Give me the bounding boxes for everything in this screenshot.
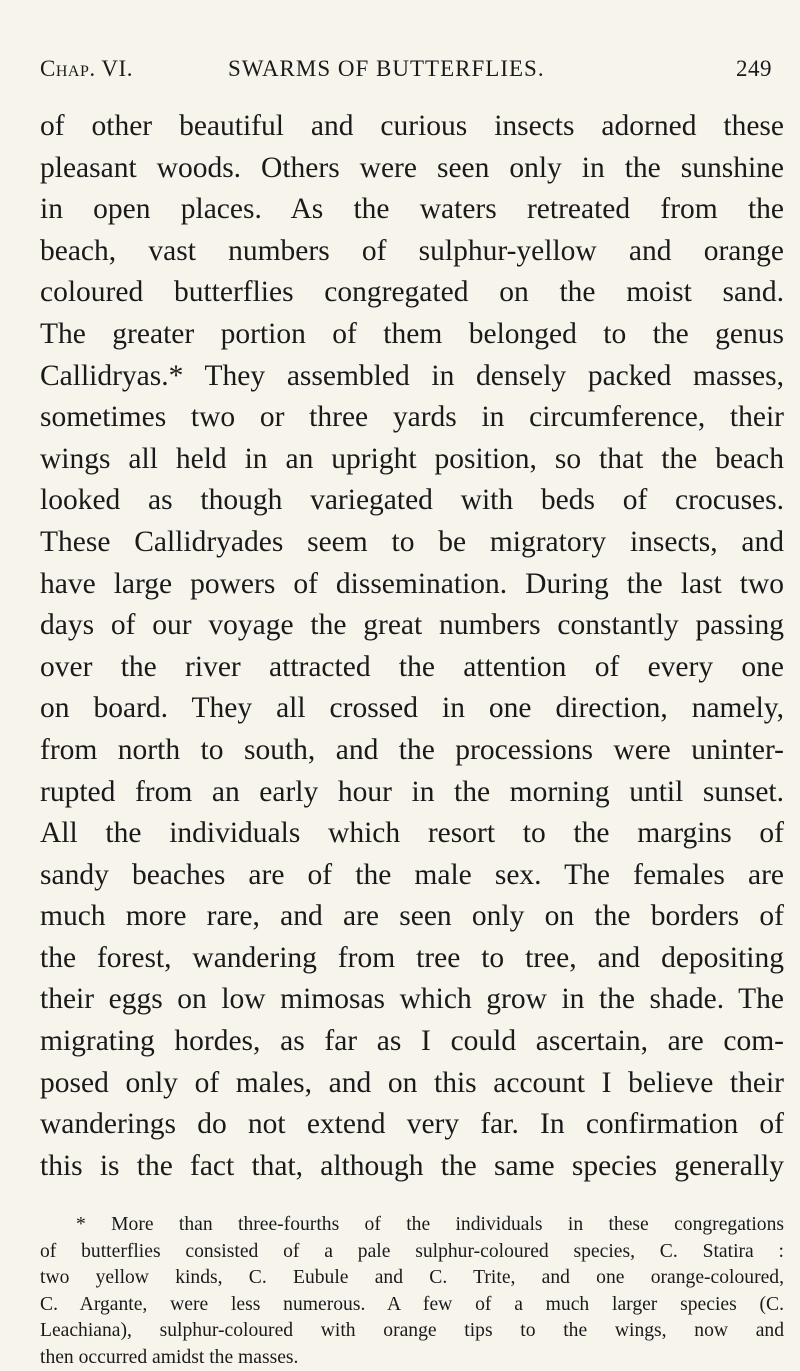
footnote-line: C. Argante, were less numerous. A few of a much larger species (C. (40, 1292, 784, 1319)
body-text (40, 106, 784, 1187)
footnote-line: Leachiana), sulphur-coloured with orange tips to the wings, now and (40, 1318, 784, 1345)
body-line: migrating hordes, as far as I could ascertain, are com- (40, 1021, 784, 1063)
page-number: 249 (736, 56, 772, 82)
body-line: All the individuals which resort to the margins of (40, 813, 784, 855)
body-line: pleasant woods. Others were seen only in the sunshine (40, 148, 784, 190)
body-line: over the river attracted the attention of every one (40, 647, 784, 689)
body-line: coloured butterflies congregated on the moist sand. (40, 272, 784, 314)
footnote (40, 1212, 784, 1371)
footnote-line: then occurred amidst the masses. (40, 1345, 784, 1371)
body-line: looked as though variegated with beds of crocuses. (40, 480, 784, 522)
body-line: sometimes two or three yards in circumference, their (40, 397, 784, 439)
body-line: their eggs on low mimosas which grow in the shade. The (40, 979, 784, 1021)
body-line: beach, vast numbers of sulphur-yellow and orange (40, 231, 784, 273)
body-line: Callidryas.* They assembled in densely packed masses, (40, 356, 784, 398)
body-line: The greater portion of them belonged to the genus (40, 314, 784, 356)
body-line: much more rare, and are seen only on the borders of (40, 896, 784, 938)
footnote-line: two yellow kinds, C. Eubule and C. Trite, and one orange-coloured, (40, 1265, 784, 1292)
footnote-line: of butterflies consisted of a pale sulphur-coloured species, C. Statira : (40, 1239, 784, 1266)
running-title: SWARMS OF BUTTERFLIES. (228, 56, 545, 82)
chapter-label: Chap. VI. (40, 56, 133, 82)
body-line: posed only of males, and on this account I believe their (40, 1063, 784, 1105)
body-line: of other beautiful and curious insects adorned these (40, 106, 784, 148)
body-line: have large powers of dissemination. During the last two (40, 564, 784, 606)
body-line: wings all held in an upright position, so that the beach (40, 439, 784, 481)
body-line: sandy beaches are of the male sex. The females are (40, 855, 784, 897)
running-head (40, 56, 772, 90)
body-line: on board. They all crossed in one direction, namely, (40, 688, 784, 730)
body-line: rupted from an early hour in the morning until sunset. (40, 772, 784, 814)
body-line: days of our voyage the great numbers constantly passing (40, 605, 784, 647)
body-line: in open places. As the waters retreated from the (40, 189, 784, 231)
body-line: These Callidryades seem to be migratory insects, and (40, 522, 784, 564)
body-line: from north to south, and the processions were uninter- (40, 730, 784, 772)
footnote-line: * More than three-fourths of the individuals in these congregations (40, 1212, 784, 1239)
body-line: this is the fact that, although the same species generally (40, 1146, 784, 1188)
body-line: wanderings do not extend very far. In confirmation of (40, 1104, 784, 1146)
body-line: the forest, wandering from tree to tree, and depositing (40, 938, 784, 980)
